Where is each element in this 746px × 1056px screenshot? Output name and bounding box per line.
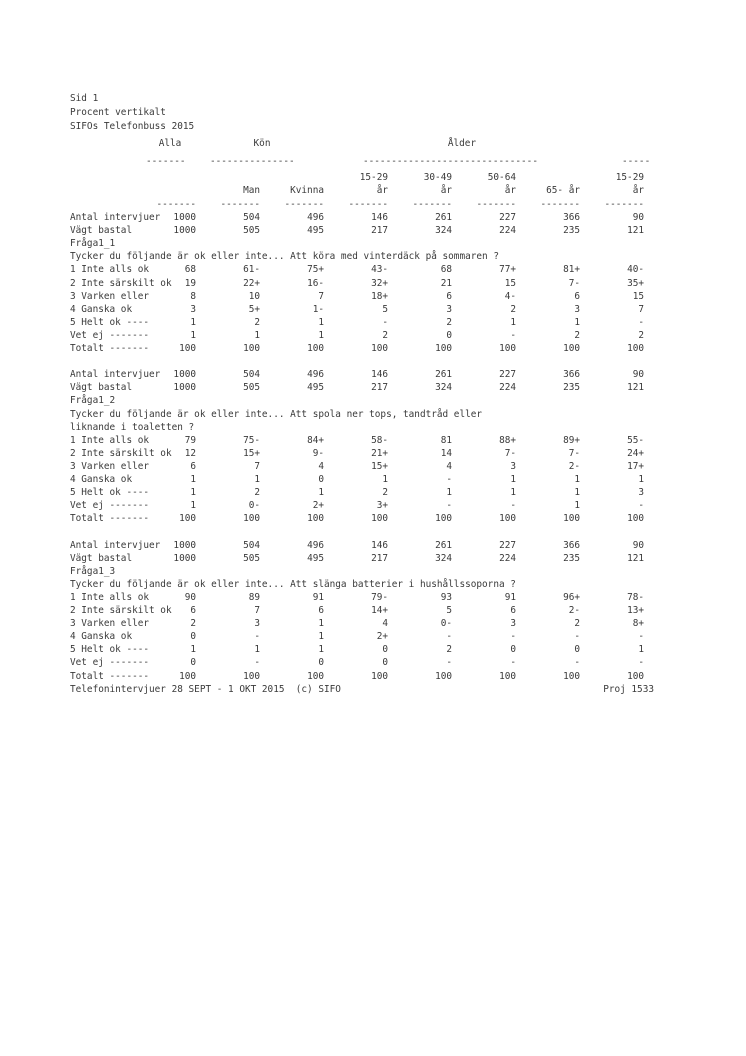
cell-value: 100 [371,513,388,525]
cell-value: 0 [190,657,196,669]
cell-value: - [510,329,516,341]
cell-value: 3 [254,618,260,630]
cell-value: 224 [499,225,516,237]
row-label: 2 Inte särskilt ok [70,447,172,459]
cell-value: 2 [574,329,580,341]
cell-value: 81 [440,434,452,446]
cell-value: 96+ [563,591,580,603]
cell-value: 504 [243,539,260,551]
cell-value: 61- [243,264,260,276]
cell-value: 2+ [376,631,388,643]
cell-value: 4 [318,460,324,472]
cell-value: 2 [638,329,644,341]
rule-kon: --------------- [210,156,295,167]
cell-value: 2 [446,316,452,328]
cell-value: 1 [318,618,324,630]
cell-value: - [638,657,644,669]
row-label: 3 Varken eller [70,618,150,630]
cell-value: 1 [254,474,260,485]
cell-value: 495 [307,225,324,237]
cell-value: 2 [446,644,452,656]
cell-value: 24+ [627,447,644,459]
cell-value: 121 [627,382,644,394]
cell-value: - [446,474,452,485]
cell-value: 40- [627,264,644,276]
cell-value: 0 [382,657,388,669]
cell-value: 35+ [627,277,644,289]
cell-value: 100 [499,513,516,525]
cell-value: 16- [307,277,324,289]
cell-value: 0 [318,657,324,669]
cell-value: 5 [446,605,452,616]
cell-value: 3 [510,460,516,472]
cell-value: 366 [563,212,580,223]
cell-value: 21+ [371,447,388,459]
cell-value: 81+ [563,264,580,276]
cell-value: 100 [435,670,452,682]
row-label: Vet ej ------- [70,329,150,341]
cell-value: 6 [318,605,324,616]
cell-value: 7 [254,605,260,616]
cell-value: - [446,657,452,669]
cell-value: 3 [574,303,580,315]
cell-value: 18+ [371,290,388,302]
cell-value: 1 [190,500,196,512]
cell-value: 1 [318,329,324,341]
column-header-bottom: Man Kvinna år år år 65- år år [243,185,644,196]
cell-value: 100 [307,513,324,525]
cell-value: 496 [307,212,324,223]
cell-value: 90 [632,369,644,381]
cell-value: 1 [190,487,196,499]
cell-value: 12 [184,447,196,459]
question-id-text: Fråga1_1 [70,238,116,250]
cell-value: 100 [499,670,516,682]
cell-value: 261 [435,539,452,551]
cell-value: 91 [504,591,516,603]
cell-value: 505 [243,552,260,564]
group-rules [70,155,651,168]
cell-value: 79 [184,434,196,446]
cell-value: 1000 [173,539,196,551]
cell-value: 100 [243,670,260,682]
cell-value: 1 [638,644,644,656]
cell-value: 6 [446,290,452,302]
cell-value: 495 [307,552,324,564]
row-label: Totalt ------- [70,343,150,354]
cell-value: 100 [499,343,516,354]
cell-value: 224 [499,552,516,564]
group-header [70,137,477,150]
cell-value: 2 [254,316,260,328]
cell-value: 0 [318,474,324,485]
cell-value: 84+ [307,434,324,446]
cell-value: 9- [312,447,324,459]
footer-right: Proj 1533 [603,683,654,695]
cell-value: 1 [318,644,324,656]
cell-value: 217 [371,225,388,237]
group-alder: Ålder [447,138,477,149]
cell-value: 7- [504,447,516,459]
cell-value: 1000 [173,212,196,223]
question-id-text: Fråga1_3 [70,565,116,577]
cell-value: 15+ [371,460,388,472]
cell-value: 2 [382,487,388,499]
cell-value: 78- [627,591,644,603]
cell-value: - [638,631,644,643]
cell-value: 4 [446,460,452,472]
row-label: 3 Varken eller [70,290,150,302]
cell-value: 0 [510,644,516,656]
cell-value: 19 [184,277,196,289]
row-label: 5 Helt ok ---- [70,316,150,328]
cell-value: 89 [248,591,260,603]
column-rules: ------- ------- ------- ------- ------- ------- ------- ------- [156,199,644,210]
cell-value: - [254,631,260,643]
cell-value: 21 [440,277,452,289]
row-label: 1 Inte alls ok [70,434,150,446]
cell-value: 2 [254,487,260,499]
cell-value: 4 [382,618,388,630]
cell-value: 79- [371,591,388,603]
question-line: liknande i toaletten ? [70,421,195,433]
row-label: 4 Ganska ok [70,474,133,485]
cell-value: 32+ [371,277,388,289]
cell-value: 235 [563,225,580,237]
cell-value: 217 [371,552,388,564]
cell-value: - [510,631,516,643]
cell-value: 55- [627,434,644,446]
row-label: 4 Ganska ok [70,303,133,315]
cell-value: 224 [499,382,516,394]
cell-value: 68 [440,264,452,276]
cell-value: 93 [440,591,452,603]
cell-value: 8+ [632,618,644,630]
rule-extra: ----- [622,156,651,167]
cell-value: 3+ [376,500,388,512]
cell-value: 100 [307,670,324,682]
cell-value: 15 [632,290,644,302]
cell-value: 1000 [173,552,196,564]
row-label: Vägt bastal [70,552,133,564]
cell-value: 100 [627,513,644,525]
cell-value: 1000 [173,225,196,237]
cell-value: 100 [243,343,260,354]
cell-value: 1000 [173,369,196,381]
cell-value: 6 [190,460,196,472]
cell-value: 100 [179,343,196,354]
cell-value: 496 [307,539,324,551]
cell-value: 504 [243,212,260,223]
cell-value: 1 [510,487,516,499]
cell-value: 146 [371,212,388,223]
cell-value: 100 [179,670,196,682]
cell-value: 15+ [243,447,260,459]
cell-value: 6 [510,605,516,616]
cell-value: - [638,500,644,512]
cell-value: 2 [190,618,196,630]
cell-value: 495 [307,382,324,394]
cell-value: 4- [504,290,516,302]
footer-left: Telefonintervjuer 28 SEPT - 1 OKT 2015 (c) SIFO [70,683,341,695]
row-label: 2 Inte särskilt ok [70,277,172,289]
cell-value: 1 [446,487,452,499]
row-label: Vägt bastal [70,225,133,237]
cell-value: 121 [627,552,644,564]
column-header-top: 15-29 30-49 50-64 15-29 [359,172,644,183]
cell-value: 100 [371,670,388,682]
report-page: Sid 1 Procent vertikalt SIFOs Telefonbuss 2015 Alla Kön Ålder ------- --------------- ------------------------------- ----- 15-29 30-49 50-64 15-29 Man Kvinna år år år 65- år år ------- ------- ------- ------- ------- ------- ------- ------- Antal intervjuer 1000 504 496 146 261 227 366 90 Vägt bastal 1000 505 495 217 324 224 235 121 Fråga1_1 Tycker du följande är ok eller inte... Att köra med vinterdäck på sommaren ? 1 Inte alls ok 68 61- 75+ 43- 68 77+ 81+ 40- 2 Inte särskilt ok 19 22+ 16- 32+ 21 15 7- 35+ 3 Varken eller 8 10 7 18+ 6 4- 6 15 4 Ganska ok 3 5+ 1- 5 3 2 3 7 5 Helt ok ---- 1 2 1 - 2 1 1 - Vet ej ------- 1 1 1 2 0 - 2 2 Totalt ------- 100 100 100 100 100 100 100 100 Antal intervjuer 1000 504 496 146 261 227 366 90 Vägt bastal 1000 505 495 217 324 224 235 121 Fråga1_2 Tycker du följande är ok eller inte... Att spola ner tops, tandtråd eller liknande i toaletten ? 1 Inte alls ok 79 75- 84+ 58- 81 88+ 89+ 55- 2 Inte särskilt ok 12 15+ 9- 21+ 14 7- 7- 24+ 3 Varken eller 6 7 4 15+ 4 3 2- 17+ 4 Ganska ok 1 1 0 1 - 1 1 1 5 Helt ok ---- 1 2 1 2 1 1 1 3 Vet ej ------- 1 0- 2+ 3+ - - 1 - Totalt ------- 100 100 100 100 100 100 100 100 Antal intervjuer 1000 504 496 146 261 227 366 90 Vägt bastal 1000 505 495 217 324 224 235 121 Fråga1_3 Tycker du följande är ok eller inte... Att slänga batterier i hushållssoporna ? 1 Inte alls ok 90 89 91 79- 93 91 96+ 78- 2 Inte särskilt ok 6 7 6 14+ 5 6 2- 13+ 3 Varken eller 2 3 1 4 0- 3 2 8+ 4 Ganska ok 0 - 1 2+ - - - - 5 Helt ok ---- 1 1 1 0 2 0 0 1 Vet ej ------- 0 - 0 0 - - - - Totalt ------- 100 100 100 100 100 100 100 100 Telefonintervjuer 28 SEPT - 1 OKT 2015 (c) SIFO Proj 1533 [0,0,746,1056]
cell-value: 235 [563,552,580,564]
row-label: Antal intervjuer [70,369,161,381]
cell-value: 504 [243,369,260,381]
cell-value: 0- [440,618,452,630]
row-label: Antal intervjuer [70,212,161,223]
row-label: 5 Helt ok ---- [70,644,150,656]
cell-value: - [638,316,644,328]
cell-value: 1 [190,474,196,485]
cell-value: 100 [563,670,580,682]
cell-value: 77+ [499,264,516,276]
question-id-text: Fråga1_2 [70,395,116,407]
cell-value: 324 [435,552,452,564]
cell-value: 22+ [243,277,260,289]
cell-value: 6 [574,290,580,302]
cell-value: 90 [632,212,644,223]
cell-value: 100 [627,670,644,682]
cell-value: 0 [446,329,452,341]
cell-value: 7 [254,460,260,472]
cell-value: 7 [318,290,324,302]
cell-value: - [574,657,580,669]
cell-value: 2 [574,618,580,630]
cell-value: 261 [435,212,452,223]
cell-value: 1 [510,316,516,328]
cell-value: 0 [382,644,388,656]
cell-value: 90 [632,539,644,551]
cell-value: 227 [499,212,516,223]
cell-value: 90 [184,591,196,603]
cell-value: 505 [243,225,260,237]
footer [70,683,654,696]
cell-value: 1 [574,474,580,485]
row-label: 1 Inte alls ok [70,591,150,603]
cell-value: 261 [435,369,452,381]
cell-value: 100 [371,343,388,354]
cell-value: 100 [307,343,324,354]
rule-alla: ------- [146,156,186,167]
group-alla: Alla [158,138,182,149]
cell-value: 324 [435,382,452,394]
cell-value: 146 [371,369,388,381]
cell-value: - [254,657,260,669]
cell-value: 3 [446,303,452,315]
cell-value: 1 [510,474,516,485]
row-label: 5 Helt ok ---- [70,487,150,499]
row-label: Totalt ------- [70,670,150,682]
cell-value: 1 [574,500,580,512]
cell-value: 100 [627,343,644,354]
cell-value: 89+ [563,434,580,446]
row-label: Vägt bastal [70,382,133,394]
cell-value: 88+ [499,434,516,446]
cell-value: 1 [254,329,260,341]
cell-value: 1 [638,474,644,485]
cell-value: 1 [254,644,260,656]
cell-value: - [510,500,516,512]
row-label: 4 Ganska ok [70,631,133,643]
rule-alder: ------------------------------- [363,156,538,167]
cell-value: 1 [574,487,580,499]
cell-value: 7- [568,277,580,289]
cell-value: 1 [382,474,388,485]
cell-value: 100 [179,513,196,525]
group-kon: Kön [253,138,271,149]
cell-value: 2- [568,605,580,616]
row-label: Antal intervjuer [70,539,161,551]
cell-value: 1- [312,303,324,315]
cell-value: 1 [318,316,324,328]
cell-value: - [574,631,580,643]
cell-value: 100 [435,513,452,525]
row-label: 1 Inte alls ok [70,264,150,276]
question-line: Tycker du följande är ok eller inte... Att slänga batterier i hushållssoporna ? [70,578,516,590]
cell-value: 100 [435,343,452,354]
question-line: Tycker du följande är ok eller inte... Att spola ner tops, tandtråd eller [70,408,483,420]
cell-value: 75- [243,434,260,446]
cell-value: 227 [499,369,516,381]
cell-value: 3 [190,303,196,315]
cell-value: - [382,316,388,328]
cell-value: 1 [190,644,196,656]
cell-value: 1000 [173,382,196,394]
cell-value: 1 [574,316,580,328]
row-label: Vet ej ------- [70,657,150,669]
cell-value: 227 [499,539,516,551]
cell-value: - [446,631,452,643]
cell-value: 235 [563,382,580,394]
row-label: Totalt ------- [70,513,150,525]
cell-value: 366 [563,369,580,381]
cell-value: 1 [190,329,196,341]
cell-value: 100 [243,513,260,525]
cell-value: 91 [312,591,324,603]
cell-value: 75+ [307,264,324,276]
cell-value: 2 [382,329,388,341]
cell-value: 58- [371,434,388,446]
cell-value: 3 [638,487,644,499]
cell-value: 6 [190,605,196,616]
cell-value: 5+ [248,303,260,315]
cell-value: 2+ [312,500,324,512]
cell-value: 505 [243,382,260,394]
cell-value: 8 [190,290,196,302]
cell-value: 43- [371,264,388,276]
cell-value: 0 [574,644,580,656]
cell-value: 1 [318,487,324,499]
cell-value: 496 [307,369,324,381]
cell-value: 1 [190,316,196,328]
cell-value: 2- [568,460,580,472]
row-label: Vet ej ------- [70,500,150,512]
cell-value: 14 [440,447,452,459]
cell-value: 217 [371,382,388,394]
cell-value: 15 [504,277,516,289]
cell-value: 366 [563,539,580,551]
row-label: 3 Varken eller [70,460,150,472]
cell-value: 17+ [627,460,644,472]
cell-value: 1 [318,631,324,643]
cell-value: 3 [510,618,516,630]
cell-value: 121 [627,225,644,237]
cell-value: 68 [184,264,196,276]
cell-value: 7- [568,447,580,459]
cell-value: 2 [510,303,516,315]
cell-value: 146 [371,539,388,551]
cell-value: 5 [382,303,388,315]
cell-value: 14+ [371,605,388,616]
cell-value: 100 [563,513,580,525]
cell-value: 0 [190,631,196,643]
cell-value: 100 [563,343,580,354]
cell-value: 10 [248,290,260,302]
cell-value: - [510,657,516,669]
cell-value: 13+ [627,605,644,616]
row-label: 2 Inte särskilt ok [70,605,172,616]
cell-value: 324 [435,225,452,237]
cell-value: 7 [638,303,644,315]
question-line: Tycker du följande är ok eller inte... Att köra med vinterdäck på sommaren ? [70,251,499,263]
cell-value: 0- [248,500,260,512]
cell-value: - [446,500,452,512]
